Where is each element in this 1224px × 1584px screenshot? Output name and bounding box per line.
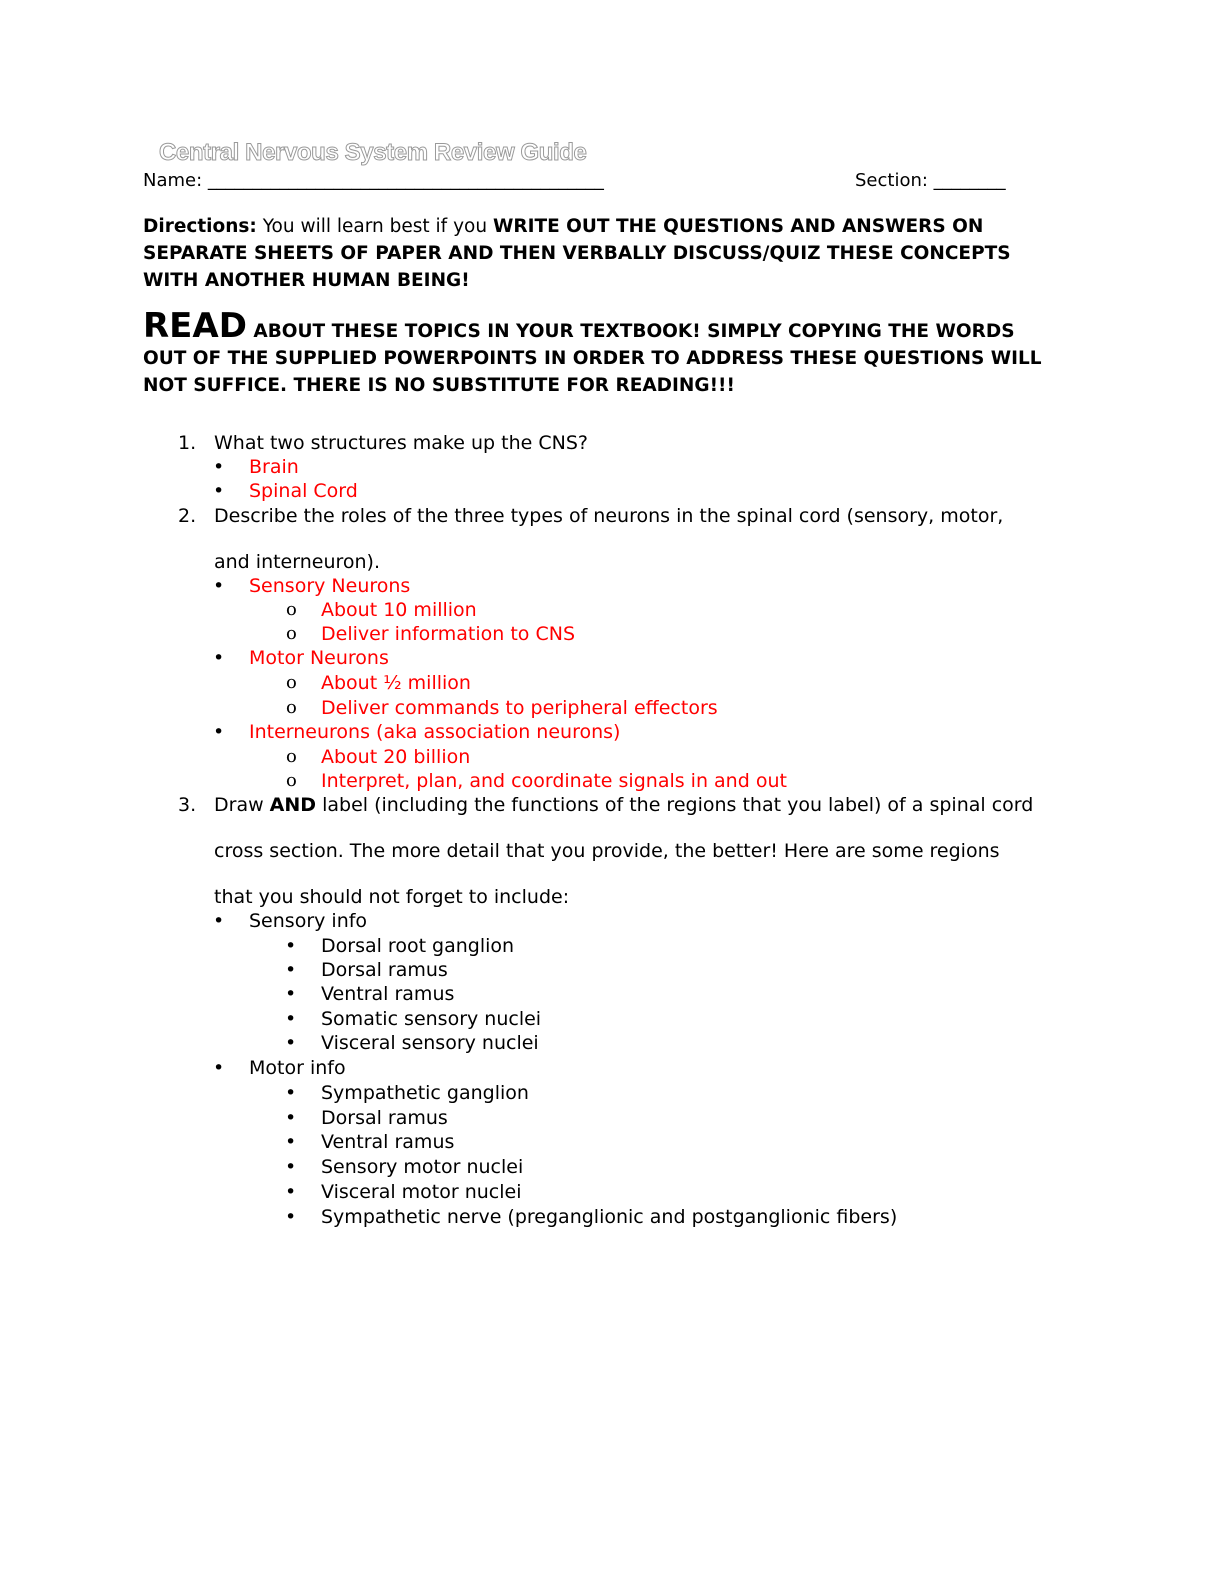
region-item: Ventral ramus: [321, 983, 455, 1005]
bullet-icon: •: [285, 959, 297, 981]
region-group: Motor info: [249, 1057, 346, 1079]
name-field: Name: ____________________________________________: [143, 170, 604, 191]
circle-bullet-icon: o: [286, 623, 297, 644]
circle-bullet-icon: o: [286, 697, 297, 718]
directions-label: Directions:: [143, 216, 257, 237]
section-field: Section: ________: [855, 170, 1006, 191]
region-item: Dorsal ramus: [321, 959, 448, 981]
region-item: Dorsal root ganglion: [321, 935, 515, 957]
bullet-icon: •: [285, 1206, 297, 1228]
region-item: Sympathetic ganglion: [321, 1082, 529, 1104]
bullet-icon: •: [285, 983, 297, 1005]
read-big-word: READ: [143, 306, 247, 346]
answer-detail: About ½ million: [321, 672, 471, 694]
bullet-icon: •: [285, 1008, 297, 1030]
region-item: Somatic sensory nuclei: [321, 1008, 542, 1030]
circle-bullet-icon: o: [286, 770, 297, 791]
region-item: Visceral motor nuclei: [321, 1181, 522, 1203]
bullet-icon: •: [285, 1082, 297, 1104]
question-text: What two structures make up the CNS?: [214, 432, 588, 454]
question-number: 1.: [178, 432, 197, 454]
region-item: Dorsal ramus: [321, 1107, 448, 1129]
circle-bullet-icon: o: [286, 599, 297, 620]
question-number: 2.: [178, 505, 197, 527]
bullet-icon: •: [213, 647, 225, 669]
question-number: 3.: [178, 794, 197, 816]
circle-bullet-icon: o: [286, 746, 297, 767]
question-text: and interneuron).: [214, 551, 381, 573]
answer-item: Brain: [249, 456, 299, 478]
circle-bullet-icon: o: [286, 672, 297, 693]
bullet-icon: •: [285, 1181, 297, 1203]
directions-emphasis: WRITE OUT THE QUESTIONS AND ANSWERS ON SEPARATE SHEETS OF PAPER AND THEN VERBALLY DISCUSS/QUIZ THESE CONCEPTS WITH ANOTHER HUMAN BEING!: [143, 216, 1011, 291]
answer-detail: Deliver commands to peripheral effectors: [321, 697, 718, 719]
question-text: cross section. The more detail that you provide, the better! Here are some regions: [214, 840, 1000, 862]
region-item: Visceral sensory nuclei: [321, 1032, 539, 1054]
answer-detail: About 20 billion: [321, 746, 471, 768]
read-note: [143, 306, 1063, 399]
answer-item: Interneurons (aka association neurons): [249, 721, 621, 743]
bullet-icon: •: [213, 456, 225, 478]
answer-detail: Deliver information to CNS: [321, 623, 576, 645]
directions-paragraph: [143, 213, 1063, 294]
region-group: Sensory info: [249, 910, 368, 932]
question-text: Draw AND label (including the functions of the regions that you label) of a spinal cord: [214, 794, 1034, 816]
bullet-icon: •: [213, 575, 225, 597]
answer-detail: About 10 million: [321, 599, 477, 621]
answer-detail: Interpret, plan, and coordinate signals in and out: [321, 770, 787, 792]
bullet-icon: •: [285, 1156, 297, 1178]
question-text: that you should not forget to include:: [214, 886, 570, 908]
answer-item: Sensory Neurons: [249, 575, 411, 597]
bullet-icon: •: [285, 1032, 297, 1054]
bullet-icon: •: [213, 910, 225, 932]
bullet-icon: •: [285, 1131, 297, 1153]
bullet-icon: •: [285, 1107, 297, 1129]
directions-text: You will learn best if you: [256, 216, 493, 237]
read-note-text: ABOUT THESE TOPICS IN YOUR TEXTBOOK! SIMPLY COPYING THE WORDS OUT OF THE SUPPLIED POWERPOINTS IN ORDER TO ADDRESS THESE QUESTIONS WILL NOT SUFFICE. THERE IS NO SUBSTITUTE FOR READING!!!: [143, 321, 1042, 396]
bullet-icon: •: [213, 480, 225, 502]
answer-item: Spinal Cord: [249, 480, 358, 502]
bullet-icon: •: [213, 1057, 225, 1079]
region-item: Sensory motor nuclei: [321, 1156, 524, 1178]
region-item: Ventral ramus: [321, 1131, 455, 1153]
region-item: Sympathetic nerve (preganglionic and postganglionic fibers): [321, 1206, 898, 1228]
answer-item: Motor Neurons: [249, 647, 389, 669]
question-text: Describe the roles of the three types of neurons in the spinal cord (sensory, motor,: [214, 505, 1004, 527]
page-title: Central Nervous System Review Guide: [159, 139, 587, 166]
bullet-icon: •: [285, 935, 297, 957]
bullet-icon: •: [213, 721, 225, 743]
